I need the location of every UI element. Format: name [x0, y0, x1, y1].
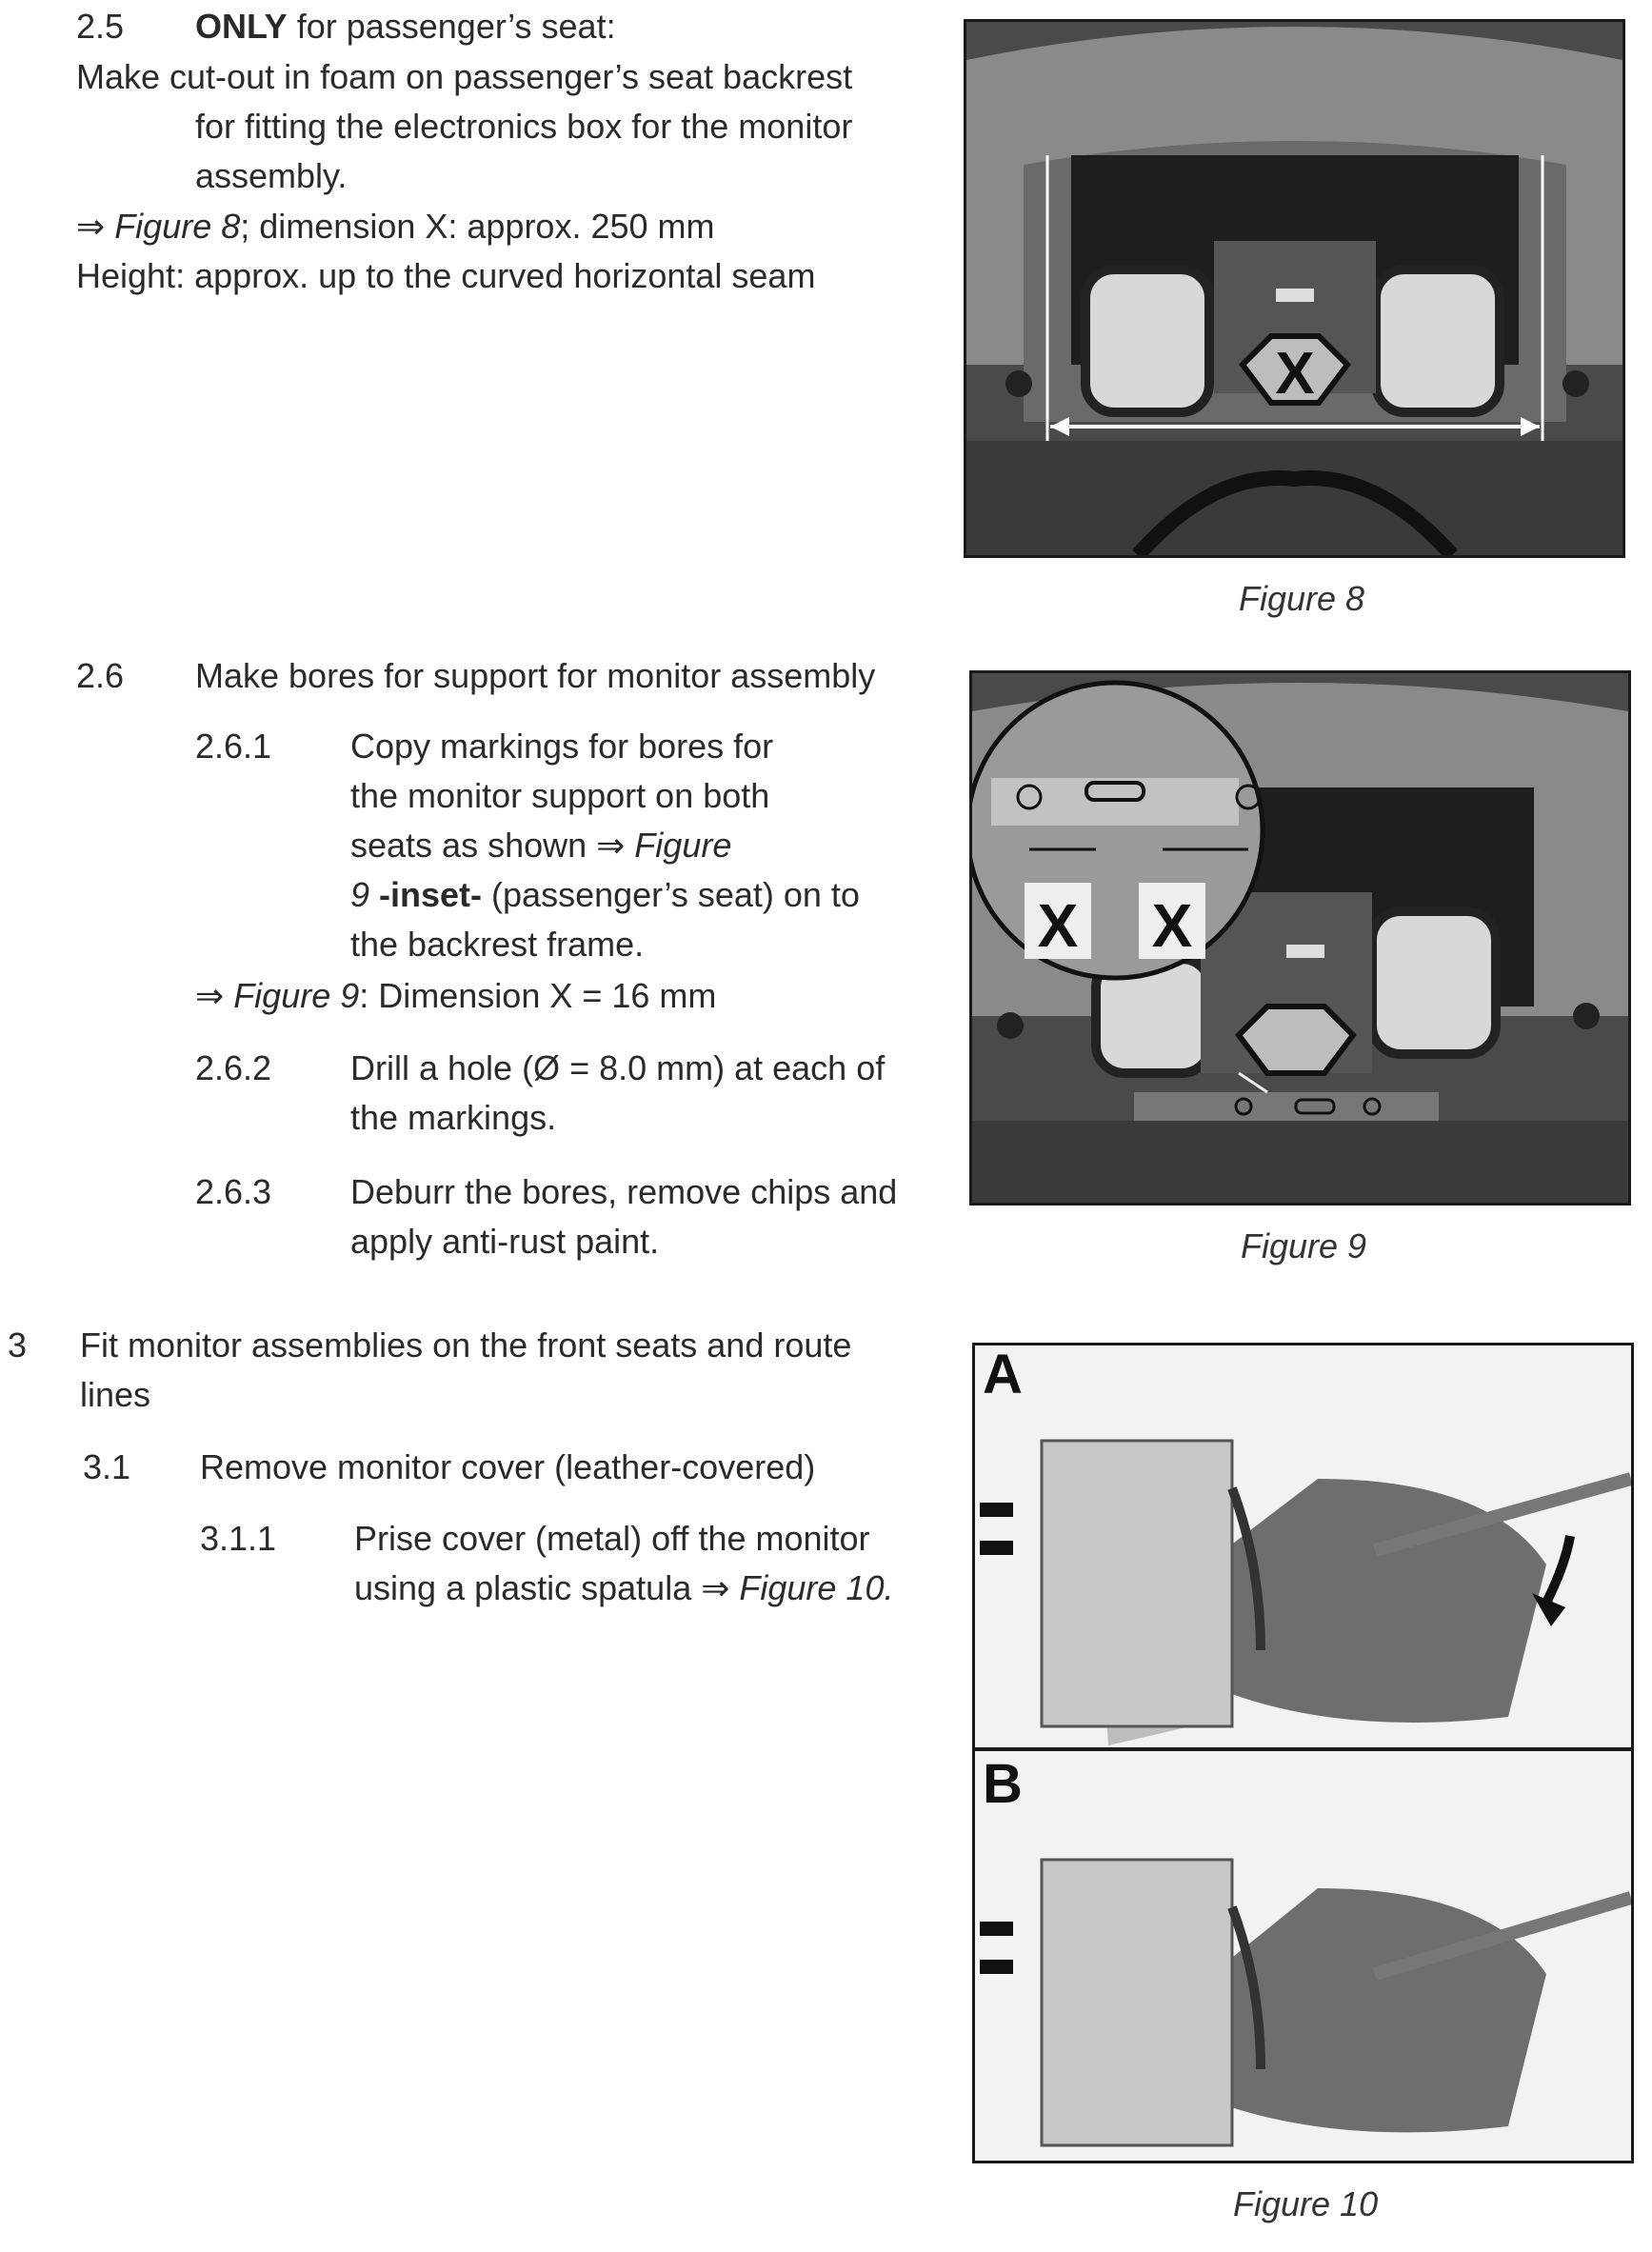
- figure-reference: Figure 9: [233, 976, 360, 1015]
- body-text: (passenger’s seat) on to: [482, 875, 860, 914]
- figure-9-image: [969, 670, 1631, 1206]
- subsection-number: 2.6.1: [195, 727, 272, 766]
- dimension-label: X: [1037, 891, 1079, 960]
- monitor-cover-photos: [975, 1345, 1631, 2161]
- figure-8-image: [964, 19, 1625, 558]
- section-heading: Fit monitor assemblies on the front seats and route: [80, 1325, 852, 1365]
- body-text: Copy markings for bores for: [350, 727, 774, 766]
- figure-10-image: [972, 1343, 1634, 2163]
- figure-caption: Figure 9: [1241, 1226, 1367, 1266]
- body-text: Drill a hole (Ø = 8.0 mm) at each of: [350, 1048, 886, 1087]
- dimension-label: X: [1275, 341, 1315, 407]
- figure-reference: Figure 8: [114, 207, 241, 246]
- section-heading: lines: [80, 1375, 151, 1414]
- section-number: 3: [8, 1325, 28, 1365]
- heading-text: for passenger’s seat:: [287, 7, 616, 46]
- body-text: assembly.: [195, 156, 348, 195]
- figure-reference: ⇒ Figure 10.: [701, 1568, 894, 1607]
- seat-backrest-inset-photo: [972, 673, 1628, 1203]
- body-text: ; dimension X: approx. 250 mm: [240, 207, 715, 246]
- figure-reference-line: [195, 971, 716, 1021]
- emphasis-text: -inset-: [369, 875, 483, 914]
- body-text: Prise cover (metal) off the monitor: [354, 1519, 870, 1558]
- body-text: using a plastic spatula: [354, 1568, 702, 1607]
- figure-caption: Figure 8: [1239, 579, 1365, 618]
- section-heading: [195, 2, 616, 51]
- body-text: the backrest frame.: [350, 925, 645, 964]
- figure-reference: 9: [350, 875, 370, 914]
- body-text: the monitor support on both: [350, 776, 770, 815]
- arrow-icon: ⇒: [195, 976, 225, 1015]
- panel-label: B: [983, 1753, 1023, 1815]
- body-text: seats as shown: [350, 826, 597, 865]
- body-text: Make cut-out in foam on passenger’s seat backrest: [76, 57, 853, 96]
- panel-label: A: [983, 1345, 1023, 1405]
- dimension-label: X: [1151, 891, 1193, 960]
- body-text: the markings.: [350, 1098, 557, 1137]
- body-text-line: [350, 870, 860, 920]
- body-text: Height: approx. up to the curved horizontal seam: [76, 256, 816, 295]
- section-heading: Make bores for support for monitor assembly: [195, 656, 876, 695]
- arrow-icon: ⇒: [76, 207, 106, 246]
- body-text: : Dimension X = 16 mm: [359, 976, 717, 1015]
- body-text: apply anti-rust paint.: [350, 1222, 660, 1261]
- section-number: 2.6: [76, 656, 125, 695]
- subsection-number: 2.6.2: [195, 1048, 272, 1087]
- body-text: Deburr the bores, remove chips and: [350, 1172, 898, 1211]
- figure-reference-line: [76, 202, 715, 251]
- subsection-heading: Remove monitor cover (leather-covered): [200, 1447, 816, 1486]
- body-text: for fitting the electronics box for the monitor: [195, 107, 853, 146]
- body-text-line: [350, 821, 731, 870]
- subsection-number: 3.1: [83, 1447, 131, 1486]
- figure-reference: ⇒ Figure: [596, 826, 732, 865]
- emphasis-text: ONLY: [195, 7, 288, 46]
- seat-backrest-photo: [966, 22, 1622, 555]
- subsection-number: 2.6.3: [195, 1172, 272, 1211]
- body-text-line: [354, 1564, 893, 1613]
- section-number: 2.5: [76, 7, 125, 46]
- subsection-number: 3.1.1: [200, 1519, 277, 1558]
- figure-caption: Figure 10: [1233, 2184, 1379, 2223]
